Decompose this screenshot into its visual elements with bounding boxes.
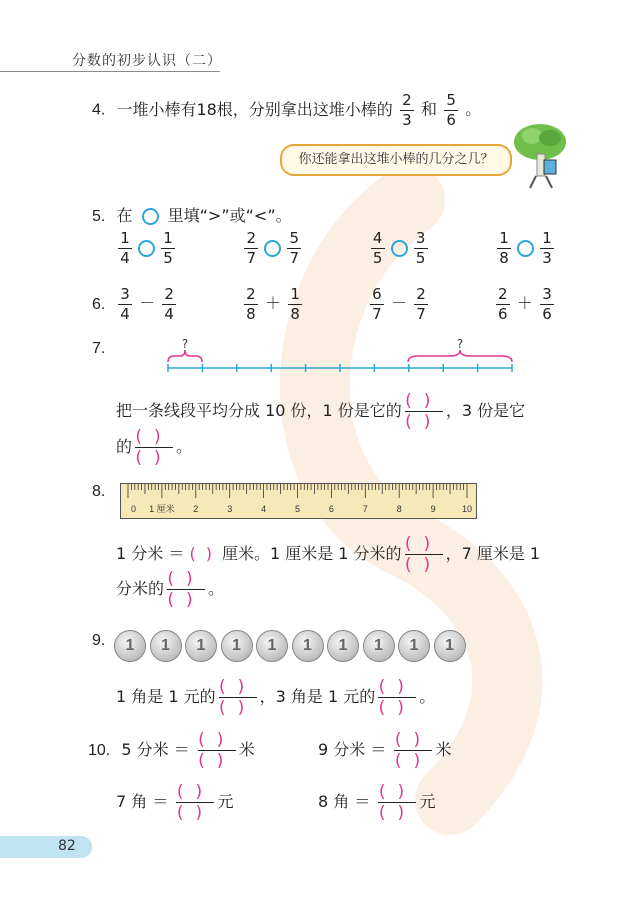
one-jiao-coin-icon [221,630,253,662]
question-9-line: 1 角是 1 元的 $\frac{()}{()}$ ，3 角是 1 元的 $\frac{()}{()}$ 。 [116,677,436,718]
comparison-row [116,230,556,266]
header-rule [0,71,220,72]
question-7-line2: 的 $\frac{()}{()}$ 。 [116,427,193,468]
section-title: 分数的初步认识（二） [72,53,222,69]
one-jiao-coin-icon [185,630,217,662]
question-10-row2-right: 8 角 ＝ $\frac{()}{()}$ 元 [318,782,436,823]
question-number: 9. [92,632,106,649]
compare-circle[interactable] [264,240,281,257]
question-10-row1-right: 9 分米 ＝ $\frac{()}{()}$ 米 [318,730,452,771]
comparison-item: $\frac{1}{8}$ $\frac{1}{3}$ [495,230,556,266]
one-jiao-coin-icon [327,630,359,662]
fraction-blank[interactable]: $\frac{()}{()}$ [218,677,257,718]
speech-bubble: 你还能拿出这堆小棒的几分之几？ [280,144,512,176]
calculation-item: $\frac{2}{6}$ ＋ $\frac{3}{6}$ [494,286,556,322]
cabbage-character-illustration [510,120,572,190]
coin-label: 1 [125,637,135,654]
one-jiao-coin-icon [434,630,466,662]
question-number: 6. [92,296,106,313]
ruler-label: 1 厘米 [149,504,175,514]
conjunction: 和 [421,99,438,119]
question-number: 7. [92,340,106,357]
question-number: 10. [88,742,111,759]
fraction-blank[interactable]: $\frac{()}{()}$ [405,391,443,432]
page-number: 82 [58,838,76,854]
one-jiao-coin-icon [256,630,288,662]
question-7-line1: 把一条线段平均分成 10 份，1 份是它的 $\frac{()}{()}$ ，3 份是它 [116,391,526,432]
coin-label: 1 [445,637,454,654]
question-mark: ? [456,338,464,351]
ruler-scale [121,484,476,518]
ruler-label: 4 [261,504,267,514]
one-jiao-coin-icon [398,630,430,662]
calculation-item: $\frac{2}{8}$ ＋ $\frac{1}{8}$ [242,286,304,322]
ruler-label: 3 [227,504,233,514]
ruler-label: 6 [328,504,334,514]
compare-circle[interactable] [517,240,534,257]
coin-label: 1 [161,637,170,654]
question-text: 里填“>”或“<”。 [167,206,292,225]
question-mark: ? [181,338,189,351]
coin-row [114,630,466,662]
question-8-line1: 1 分米 ＝ ()厘米。1 厘米是 1 分米的 $\frac{()}{()}$ ，7 厘米是 1 [116,534,541,575]
ruler-label: 9 [430,504,436,514]
question-5 [92,203,292,226]
ruler [120,483,477,519]
fraction: $\frac{5}{6}$ [444,92,458,128]
coin-label: 1 [409,637,419,654]
question-8-line2: 分米的 $\frac{()}{()}$ 。 [116,569,225,610]
ruler-label: 5 [294,504,301,514]
question-number: 5. [92,208,106,225]
comparison-item: $\frac{2}{7}$ $\frac{5}{7}$ [242,230,303,266]
coin-label: 1 [374,637,383,654]
compare-circle[interactable] [391,240,408,257]
question-10-row2-left: 7 角 ＝ $\frac{()}{()}$ 元 [116,782,234,823]
fraction-blank[interactable]: $\frac{()}{()}$ [378,677,416,718]
fraction-blank[interactable]: $\frac{()}{()}$ [176,782,215,823]
coin-label: 1 [232,637,241,654]
question-text: 一堆小棒有18根，分别拿出这堆小棒的 [116,99,393,119]
question-text: 在 [116,206,133,225]
coin-label: 1 [338,637,348,654]
segment-diagram [160,338,520,378]
comparison-item: $\frac{4}{5}$ $\frac{3}{5}$ [369,230,430,266]
coin-label: 1 [303,637,312,654]
coin-label: 1 [196,637,206,654]
question-number: 8. [92,483,106,500]
fraction: $\frac{2}{3}$ [400,92,414,128]
calculation-item: $\frac{3}{4}$ － $\frac{2}{4}$ [116,286,178,322]
one-jiao-coin-icon [114,630,146,662]
fraction-blank[interactable]: $\frac{()}{()}$ [378,782,417,823]
calculation-item: $\frac{6}{7}$ － $\frac{2}{7}$ [368,286,430,322]
fraction-blank[interactable]: $\frac{()}{()}$ [198,730,236,771]
fraction-blank[interactable]: $\frac{()}{()}$ [394,730,433,771]
ruler-label: 0 [131,504,137,514]
compare-circle[interactable] [138,240,155,257]
one-jiao-coin-icon [292,630,324,662]
one-jiao-coin-icon [150,630,182,662]
comparison-item: $\frac{1}{4}$ $\frac{1}{5}$ [116,230,177,266]
question-number: 4. [92,101,106,119]
answer-blank[interactable]: () [189,544,222,563]
fraction-blank[interactable]: $\frac{()}{()}$ [167,569,205,610]
coin-label: 1 [267,637,277,654]
ruler-label: 10 [461,504,473,514]
one-jiao-coin-icon [363,630,395,662]
fraction-blank[interactable]: $\frac{()}{()}$ [404,534,443,575]
page-number-badge [0,836,92,858]
question-4: 4. 一堆小棒有18根，分别拿出这堆小棒的 $\frac{2}{3}$ 和 $\frac{5}{6}$ 。 [92,91,482,129]
fraction-blank[interactable]: $\frac{()}{()}$ [135,427,173,468]
ruler-label: 2 [193,504,199,514]
compare-circle[interactable] [142,208,159,225]
question-10-row1-left: 10. 5 分米 ＝ $\frac{()}{()}$ 米 [88,730,255,771]
brace-three-parts [408,350,512,362]
brace-one-part [168,350,202,362]
ruler-label: 8 [396,504,402,514]
ruler-label: 7 [362,504,368,514]
calculation-row [116,286,556,322]
